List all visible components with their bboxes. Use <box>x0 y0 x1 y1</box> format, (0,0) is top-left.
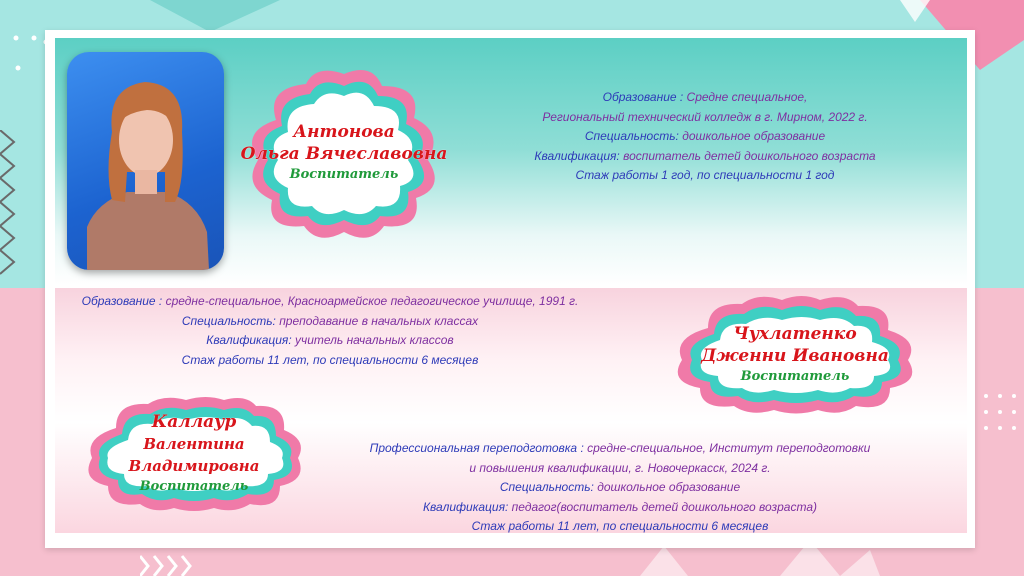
experience-line: Стаж работы 11 лет, по специальности 6 месяцев <box>181 352 479 367</box>
specialty-line <box>455 127 955 147</box>
retraining-label: Профессиональная переподготовка : <box>369 441 584 455</box>
decor-zigzag-bottom <box>140 548 220 576</box>
first-name: Валентина Владимировна <box>128 435 260 475</box>
specialty-value: дошкольное образование <box>593 480 741 494</box>
qualification-line <box>60 331 600 351</box>
decor-zigzag-left <box>0 130 22 290</box>
experience-line: Стаж работы 1 год, по специальности 1 год <box>575 168 835 182</box>
decor-grid-dots-right <box>980 390 1024 460</box>
specialty-label: Специальность: <box>584 129 679 143</box>
qualification-value: учитель начальных классов <box>291 333 454 347</box>
retraining-value: средне-специальное, Институт переподготовки <box>583 441 871 455</box>
education-label: Образование : <box>602 90 684 104</box>
specialty-label: Специальность: <box>181 313 276 328</box>
role: Воспитатель <box>139 479 249 494</box>
qualification-value: педагог(воспитатель детей дошкольного возраста) <box>508 499 818 514</box>
experience-line: Стаж работы 11 лет, по специальности 6 месяцев <box>471 519 769 533</box>
specialty-line <box>322 478 918 498</box>
specialty-value: преподавание в начальных классах <box>275 313 479 328</box>
qualification-line <box>455 147 955 167</box>
education-label: Образование : <box>81 294 163 308</box>
first-name: Дженни Ивановна <box>701 345 889 366</box>
info-antonova <box>455 88 955 186</box>
qualification-label: Квалификация: <box>422 499 509 514</box>
education-line <box>455 88 955 108</box>
retraining-line <box>322 439 918 459</box>
college-line: Региональный технический колледж в г. Мирном, 2022 г. <box>542 109 868 124</box>
name-badge-antonova <box>236 60 452 245</box>
education-value: Средне специальное, <box>683 90 808 104</box>
education-line <box>60 292 600 312</box>
qualification-line <box>322 498 918 518</box>
qualification-label: Квалификация: <box>534 148 620 163</box>
info-chukhlatenko <box>60 292 600 370</box>
portrait-figure <box>67 52 224 270</box>
role: Воспитатель <box>289 166 399 182</box>
first-name: Ольга Вячеславовна <box>240 143 448 164</box>
last-name: Каллаур <box>151 412 237 432</box>
qualification-value: воспитатель детей дошкольного возраста <box>619 148 876 163</box>
role: Воспитатель <box>740 368 850 384</box>
last-name: Антонова <box>293 121 395 142</box>
retraining-cont-line: и повышения квалификации, г. Новочеркасск, 2024 г. <box>469 460 771 475</box>
specialty-line <box>60 312 600 332</box>
portrait-photo <box>67 52 224 270</box>
education-value: средне-специальное, Красноармейское педагогическое училище, 1991 г. <box>162 294 579 308</box>
qualification-label: Квалификация: <box>206 333 292 347</box>
specialty-value: дошкольное образование <box>678 129 826 143</box>
last-name: Чухлатенко <box>733 323 857 344</box>
info-kallaur <box>322 439 918 537</box>
name-badge-chukhlatenko <box>668 292 922 417</box>
specialty-label: Специальность: <box>499 480 594 494</box>
name-badge-kallaur <box>80 394 308 514</box>
